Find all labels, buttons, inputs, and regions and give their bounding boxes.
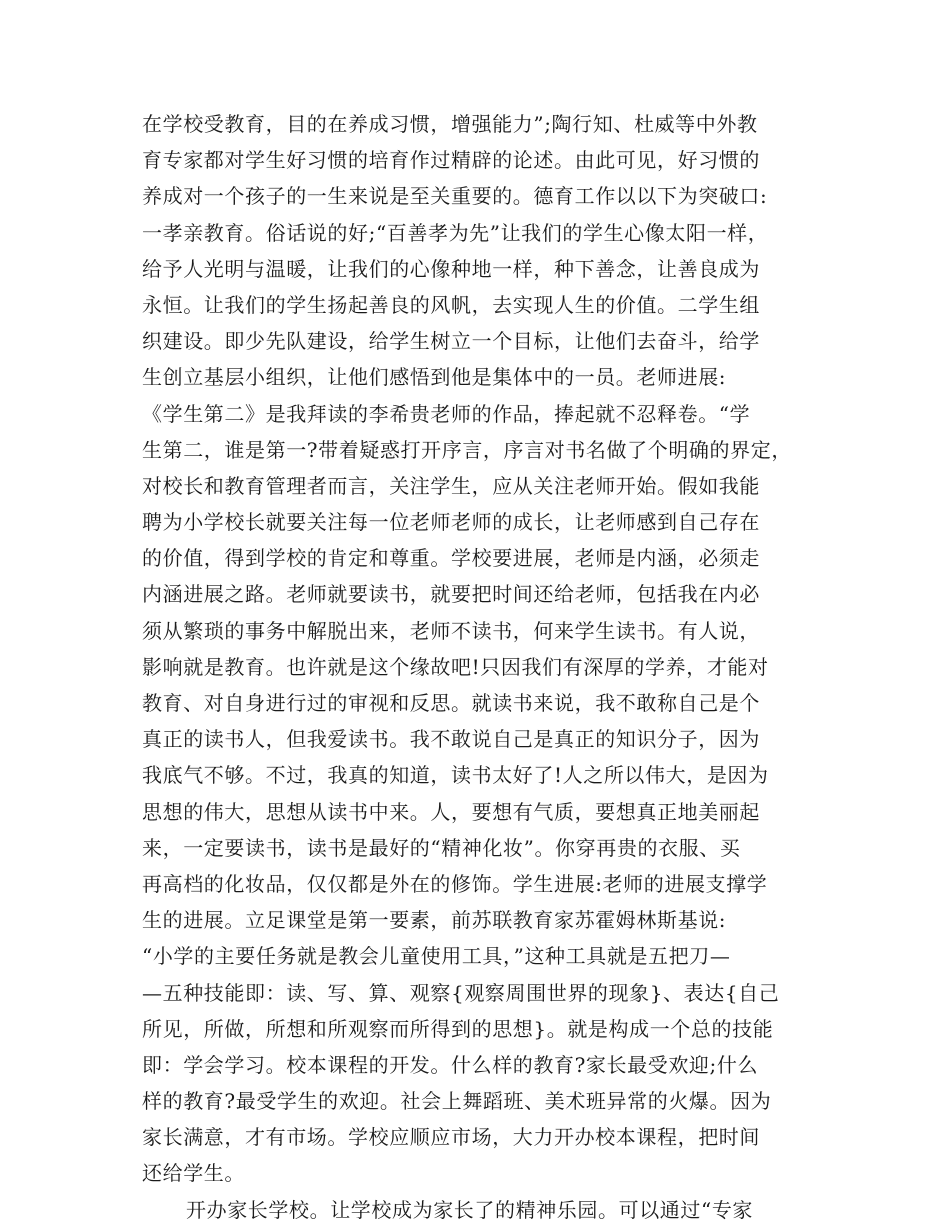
text-line: 《学生第二》是我拜读的李希贵老师的作品，捧起就不忍释卷。“学 [142,401,751,426]
text-line: 生的进展。立足课堂是第一要素，前苏联教育家苏霍姆林斯基说: [142,908,727,933]
text-line: 即：学会学习。校本课程的开发。什么样的教育?家长最受欢迎;什么 [142,1052,759,1077]
text-line: —五种技能即：读、写、算、观察{观察周围世界的现象}、表达{自己 [142,980,780,1005]
body-text [142,106,822,1228]
text-line: 影响就是教育。也许就是这个缘故吧!只因我们有深厚的学养，才能对 [142,654,769,679]
text-line: 对校长和教育管理者而言，关注学生，应从关注老师开始。假如我能 [142,473,760,498]
text-line: 样的教育?最受学生的欢迎。社会上舞蹈班、美术班异常的火爆。因为 [142,1089,772,1114]
paragraph-start-line: 开办家长学校。让学校成为家长了的精神乐园。可以通过“专家 [186,1197,754,1222]
text-line: 永恒。让我们的学生扬起善良的风帆，去实现人生的价值。二学生组 [142,292,760,317]
text-line: 一孝亲教育。俗话说的好;“百善孝为先”让我们的学生心像太阳一样， [142,220,769,245]
text-line: 聘为小学校长就要关注每一位老师老师的成长，让老师感到自己存在 [142,510,760,535]
text-line: 养成对一个孩子的一生来说是至关重要的。德育工作以以下为突破口: [142,184,768,209]
text-line: 教育、对自身进行过的审视和反思。就读书来说，我不敢称自己是个 [142,691,760,715]
text-line: 生第二，谁是第一?带着疑惑打开序言，序言对书名做了个明确的界定， [142,437,792,462]
text-line: 育专家都对学生好习惯的培育作过精辟的论述。由此可见，好习惯的 [142,148,760,173]
text-line: 来，一定要读书，读书是最好的“精神化妆”。你穿再贵的衣服、买 [142,835,741,860]
text-line: 真正的读书人，但我爱读书。我不敢说自己是真正的知识分子，因为 [142,727,760,752]
text-line: 须从繁琐的事务中解脱出来，老师不读书，何来学生读书。有人说， [142,618,760,643]
text-line: 的价值，得到学校的肯定和尊重。学校要进展，老师是内涵，必须走 [142,546,760,571]
text-line: “小学的主要任务就是教会儿童使用工具，”这种工具就是五把刀— [142,944,731,969]
text-line: 所见，所做，所想和所观察而所得到的思想}。就是构成一个总的技能 [142,1016,774,1041]
text-line: 思想的伟大，思想从读书中来。人，要想有气质，要想真正地美丽起 [142,799,760,824]
text-line: 家长满意，才有市场。学校应顺应市场，大力开办校本课程，把时间 [142,1125,760,1150]
text-line: 内涵进展之路。老师就要读书，就要把时间还给老师，包括我在内必 [142,582,760,607]
text-line: 织建设。即少先队建设，给学生树立一个目标，让他们去奋斗，给学 [142,329,760,354]
text-line: 生创立基层小组织，让他们感悟到他是集体中的一员。老师进展: [142,365,727,390]
text-line: 再高档的化妆品，仅仅都是外在的修饰。学生进展:老师的进展支撑学 [142,871,768,896]
text-line: 在学校受教育，目的在养成习惯，增强能力”;陶行知、杜威等中外教 [142,112,758,136]
text-line: 还给学生。 [142,1161,245,1186]
text-line: 给予人光明与温暖，让我们的心像种地一样，种下善念，让善良成为 [142,256,760,281]
text-line: 我底气不够。不过，我真的知道，读书太好了!人之所以伟大，是因为 [142,763,769,788]
